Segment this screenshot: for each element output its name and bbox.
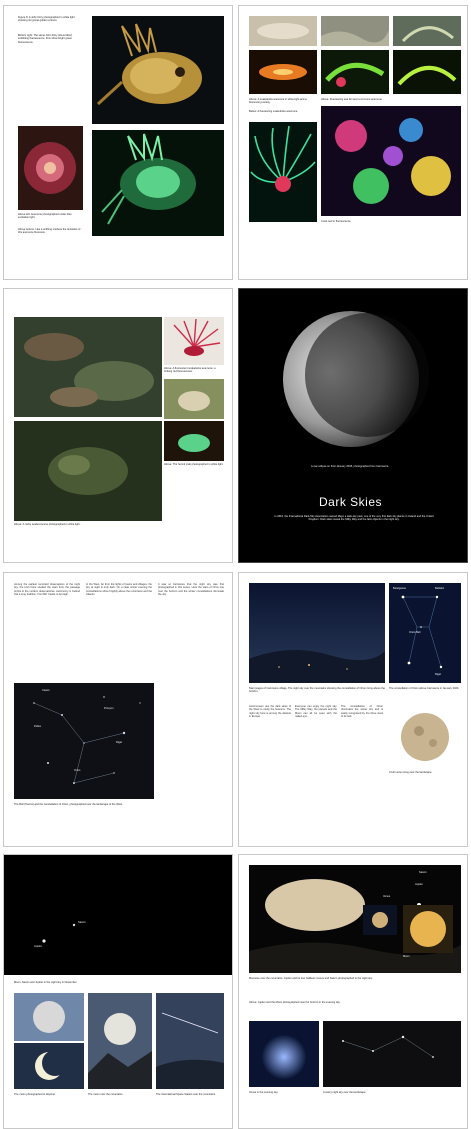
photo-full-moon <box>389 707 461 767</box>
photo-moon-mountains <box>88 993 152 1089</box>
caption-main: Star images of Carrowore village. The night sky over the mountains showing the constellation of Orion rising above the horizon. <box>249 687 385 694</box>
caption-upper: Bottom right: The same John Dory (Zeus faber) exhibiting fluorescence. Fins show bright green fluorescence. <box>18 34 73 44</box>
star-label-procyon: Procyon <box>104 707 114 710</box>
photo-venus <box>249 1021 319 1087</box>
label-rigel: Rigel <box>435 673 441 676</box>
caption-a: Venus in the evening sky. <box>249 1091 279 1094</box>
caption-a: Above: A snakelocks anemone in white light and a fluorescing variety. <box>249 98 307 105</box>
page-planets-right <box>238 854 468 1129</box>
photo-fluoro-orange <box>249 50 317 94</box>
caption-moon: A full moon rising over the landscape. <box>389 771 433 774</box>
photo-red-anemone <box>164 317 224 365</box>
spread-1 <box>3 5 468 280</box>
page-night-sky-photos <box>238 572 468 847</box>
photo-anemone-group <box>14 421 162 521</box>
photo-fluoro-green-red <box>321 50 389 94</box>
photo-rocky-seabed <box>14 317 162 417</box>
photo-iss <box>156 993 224 1089</box>
photo-fluoro-crab <box>164 421 224 461</box>
caption-low: Above bottom: Like a writhing medusa the tentacles of this anemone fluoresce. <box>18 228 81 235</box>
caption-mid: Above: Jupiter and the Moon photographed near the horizon in the evening sky. <box>249 1001 341 1004</box>
photo-seabed-white <box>321 16 389 46</box>
caption-c: The International Space Station over the mountains. <box>156 1093 216 1096</box>
moon-caption: Lunar eclipse on 31st January 2018, photographed from Carrowore. <box>311 465 390 468</box>
photo-hermit-crab <box>164 379 224 419</box>
photo-sponge-white <box>249 16 317 46</box>
caption-d: Coral reef in fluorescence. <box>321 220 352 223</box>
page-fluorescence-left <box>3 5 233 280</box>
label-moon: Moon <box>403 955 410 958</box>
caption-b: Above: Fluorescing sea fan and a common anemone. <box>321 98 383 101</box>
page-fluorescence-right <box>238 5 468 280</box>
label-orion-belt: Orion Belt <box>409 631 421 634</box>
text-column-3: It was at Carrowore that the night sky was first photographed in this series. Here the stars of Orion rise over the horizon and the winter constellations dominate the sky. <box>158 583 224 597</box>
section-title: Dark Skies <box>319 495 383 509</box>
photo-reef-fluorescent <box>321 106 461 216</box>
caption-top: Figure 8. A John Dory photographed in white light showing its typical golden colours. <box>18 16 75 23</box>
label-jupiter: Jupiter <box>34 945 42 948</box>
caption-mid: Above left: Anemone photographed under blue excitation light. <box>18 213 72 220</box>
label-betelgeuse: Betelgeuse <box>393 587 406 590</box>
photo-john-dory-fluorescent <box>92 130 224 236</box>
photo-orion-chart <box>389 583 461 683</box>
caption-side: The constellation of Orion above Carrowore in January 2020. <box>389 687 460 690</box>
caption-a: Above: A fluorescent snakelocks anemone, a striking red fluorescence. <box>164 367 216 374</box>
photo-jupiter-inset <box>363 905 397 935</box>
photo-star-field <box>14 683 154 799</box>
caption-top: Moon, Saturn and Jupiter in the night sky in December. <box>14 981 78 984</box>
text-column-2: Everyone can enjoy the night sky. The Milky Way, the planets and the Moon can all be seen with the naked eye. <box>295 705 337 719</box>
caption-top: Moonrise over the mountains. Jupiter and its four Galilean moons and Saturn photographed in the night sky. <box>249 977 373 980</box>
star-label-castor: Castor <box>42 689 50 692</box>
text-column-1: Among the earliest recorded observations of the night sky, the Irish have studied the stars from the passage tombs to the modern observatories. Astronomy in Ireland has a long tradition, from Birr Castle to Armagh. <box>14 583 80 597</box>
photo-fluoro-worm <box>393 50 461 94</box>
photo-crescent <box>14 1043 84 1089</box>
photo-night-village <box>249 583 385 683</box>
label-venus: Venus <box>383 895 391 898</box>
photo-anemone-green <box>249 122 317 222</box>
caption-c: Below: A fluorescing snakelocks anemone. <box>249 110 299 113</box>
page-planets-left <box>3 854 233 1129</box>
caption-a: The moon photographed in daytime. <box>14 1093 56 1096</box>
photo-starry-landscape <box>323 1021 461 1087</box>
caption-b: The moon over the mountains. <box>88 1093 124 1096</box>
caption-b: A starry night sky over the landscape. <box>323 1091 367 1094</box>
section-intro: In 2016, the International Dark-Sky Association named Mayo a dark-sky park, one of the very first dark sky places in Ireland and the United Kingdom. Dark skies reveal the Milky Way and the faint objects in the night sky. <box>274 515 434 522</box>
photo-daytime-moon <box>14 993 84 1041</box>
photo-john-dory <box>92 16 224 124</box>
star-caption: The Bull (Taurus) and the constellation of Orion, photographed over the landscape of the West. <box>14 803 123 806</box>
label-bellatrix: Bellatrix <box>435 587 445 590</box>
caption-c: Above: The hermit crab photographed in white light. <box>164 463 224 466</box>
page-seabed-left <box>3 288 233 563</box>
photo-lunar-eclipse <box>239 289 467 479</box>
label-saturn: Saturn <box>78 921 86 924</box>
star-label-orion: Orion <box>74 769 81 772</box>
page-night-sky-text <box>3 572 233 847</box>
spread-2 <box>3 288 468 563</box>
spread-3 <box>3 572 468 847</box>
text-column-1: Astronomers use the dark skies of the West to study the heavens. The night sky here is among the darkest in Europe. <box>249 705 291 719</box>
label-saturn: Saturn <box>419 871 427 874</box>
caption-b: Above: A rocky seabed scene photographed in white light. <box>14 523 81 526</box>
photo-tube-worm <box>393 16 461 46</box>
spread-4 <box>3 854 468 1129</box>
star-label-rigel: Rigel <box>116 741 122 744</box>
photo-anemone-red <box>18 126 83 210</box>
photo-moon-planets <box>4 855 232 975</box>
text-column-2: In the West, far from the lights of towns and villages, the sky at night is truly dark. On a clear winter evening the constellations shine brightly above the mountains and the Atlantic. <box>86 583 152 597</box>
photo-saturn-inset <box>403 905 453 953</box>
page-dark-skies <box>238 288 468 563</box>
text-column-3: The constellation of Orion dominates the winter sky and is easily recognised by the three stars of its belt. <box>341 705 383 719</box>
label-jupiter: Jupiter <box>415 883 423 886</box>
star-label-pollux: Pollux <box>34 725 42 728</box>
